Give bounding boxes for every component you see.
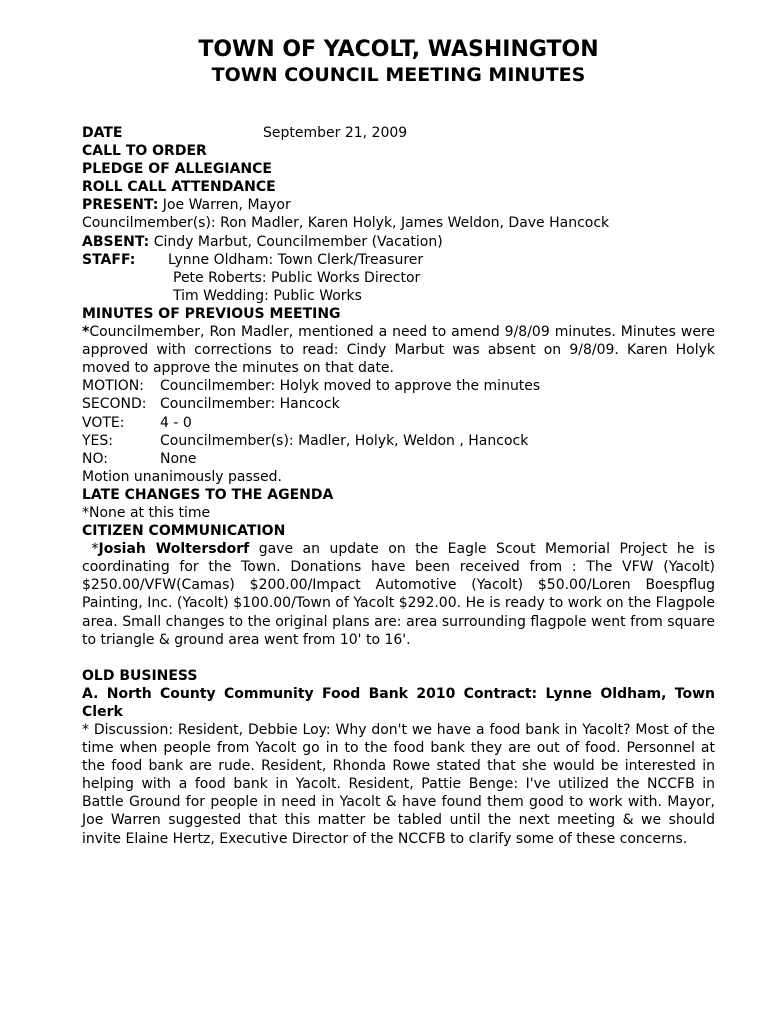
bullet-star: * [82,324,90,341]
motion-result: Motion unanimously passed. [82,468,282,485]
document-title: TOWN OF YACOLT, WASHINGTON [198,37,599,62]
present-label: PRESENT: [82,197,159,214]
citizen-name: Josiah Woltersdorf [98,541,250,558]
call-to-order-heading: CALL TO ORDER [82,143,207,160]
date-label: DATE [82,125,123,141]
citizen-heading: CITIZEN COMMUNICATION [82,523,286,540]
yes-label: YES: [82,432,114,449]
yes-row [82,432,715,450]
no-value: None [160,450,197,467]
second-row [82,395,715,413]
old-business-discussion: * Discussion: Resident, Debbie Loy: Why don't we have a food bank in Yacolt? Most of the time when people from Yacolt go in to the food bank they are out of food. Personnel at the food bank are rude. Resident, Rhonda Rowe stated that she would be interested in helping with a food bank in Yacolt. Resident, Pattie Benge: I've utilized the NCCFB in Battle Ground for people in need in Yacolt & have found them good to work with. Mayor, Joe Warren suggested that this matter be tabled until the next meeting & we should invite Elaine Hertz, Executive Director of the NCCFB to clarify some of these concerns. [82,722,715,847]
motion-row [82,377,715,395]
no-label: NO: [82,450,108,467]
present-value: Joe Warren, Mayor [158,197,291,214]
councilmembers-line: Councilmember(s): Ron Madler, Karen Holyk, James Weldon, Dave Hancock [82,215,610,232]
vote-value: 4 - 0 [160,414,192,431]
minutes-heading: MINUTES OF PREVIOUS MEETING [82,305,341,322]
minutes-paragraph [82,323,715,377]
staff-label: STAFF: [82,251,136,268]
citizen-paragraph [82,540,715,649]
old-business-item-title: A. North County Community Food Bank 2010 Contract: Lynne Oldham, Town Clerk [82,685,715,720]
no-row [82,450,715,468]
late-changes-heading: LATE CHANGES TO THE AGENDA [82,486,334,503]
document-subtitle: TOWN COUNCIL MEETING MINUTES [211,64,586,86]
citizen-lead: * [82,541,99,558]
late-changes-text: *None at this time [82,504,211,521]
second-value: Councilmember: Hancock [160,396,340,413]
second-label: SECOND: [82,396,147,413]
vote-row [82,414,715,432]
date-row [82,124,715,142]
absent-line [82,233,715,251]
citizen-text: gave an update on the Eagle Scout Memorial Project he is coordinating for the Town. Donations have been received from : The VFW (Yacolt) $250.00/VFW(Camas) $200.00/Impact Automotive (Yacolt) $50.00/Loren Boespflug Painting, Inc. (Yacolt) $100.00/Town of Yacolt $292.00. He is ready to work on the Flagpole area. Small changes to the original plans are: area surrounding flagpole went from square to triangle & ground area went from 10' to 16'. [82,541,716,648]
present-line [82,196,715,214]
staff-member: Tim Wedding: Public Works [173,287,362,304]
old-business-heading: OLD BUSINESS [82,667,198,684]
staff-member: Pete Roberts: Public Works Director [173,269,421,286]
roll-call-heading: ROLL CALL ATTENDANCE [82,179,276,196]
minutes-text: Councilmember, Ron Madler, mentioned a need to amend 9/8/09 minutes. Minutes were approved with corrections to read: Cindy Marbut was absent on 9/8/09. Karen Holyk moved to approve the minutes on that date. [82,324,715,377]
staff-row [82,251,715,269]
absent-label: ABSENT: [82,233,150,250]
vote-label: VOTE: [82,414,125,431]
motion-label: MOTION: [82,378,144,395]
date-value: September 21, 2009 [263,125,408,141]
section-spacer [82,649,715,667]
minutes-document [82,36,715,848]
yes-value: Councilmember(s): Madler, Holyk, Weldon , Hancock [160,432,529,449]
motion-value: Councilmember: Holyk moved to approve the minutes [160,378,541,395]
staff-member: Lynne Oldham: Town Clerk/Treasurer [168,251,424,268]
pledge-heading: PLEDGE OF ALLEGIANCE [82,161,272,178]
absent-value: Cindy Marbut, Councilmember (Vacation) [149,233,443,250]
